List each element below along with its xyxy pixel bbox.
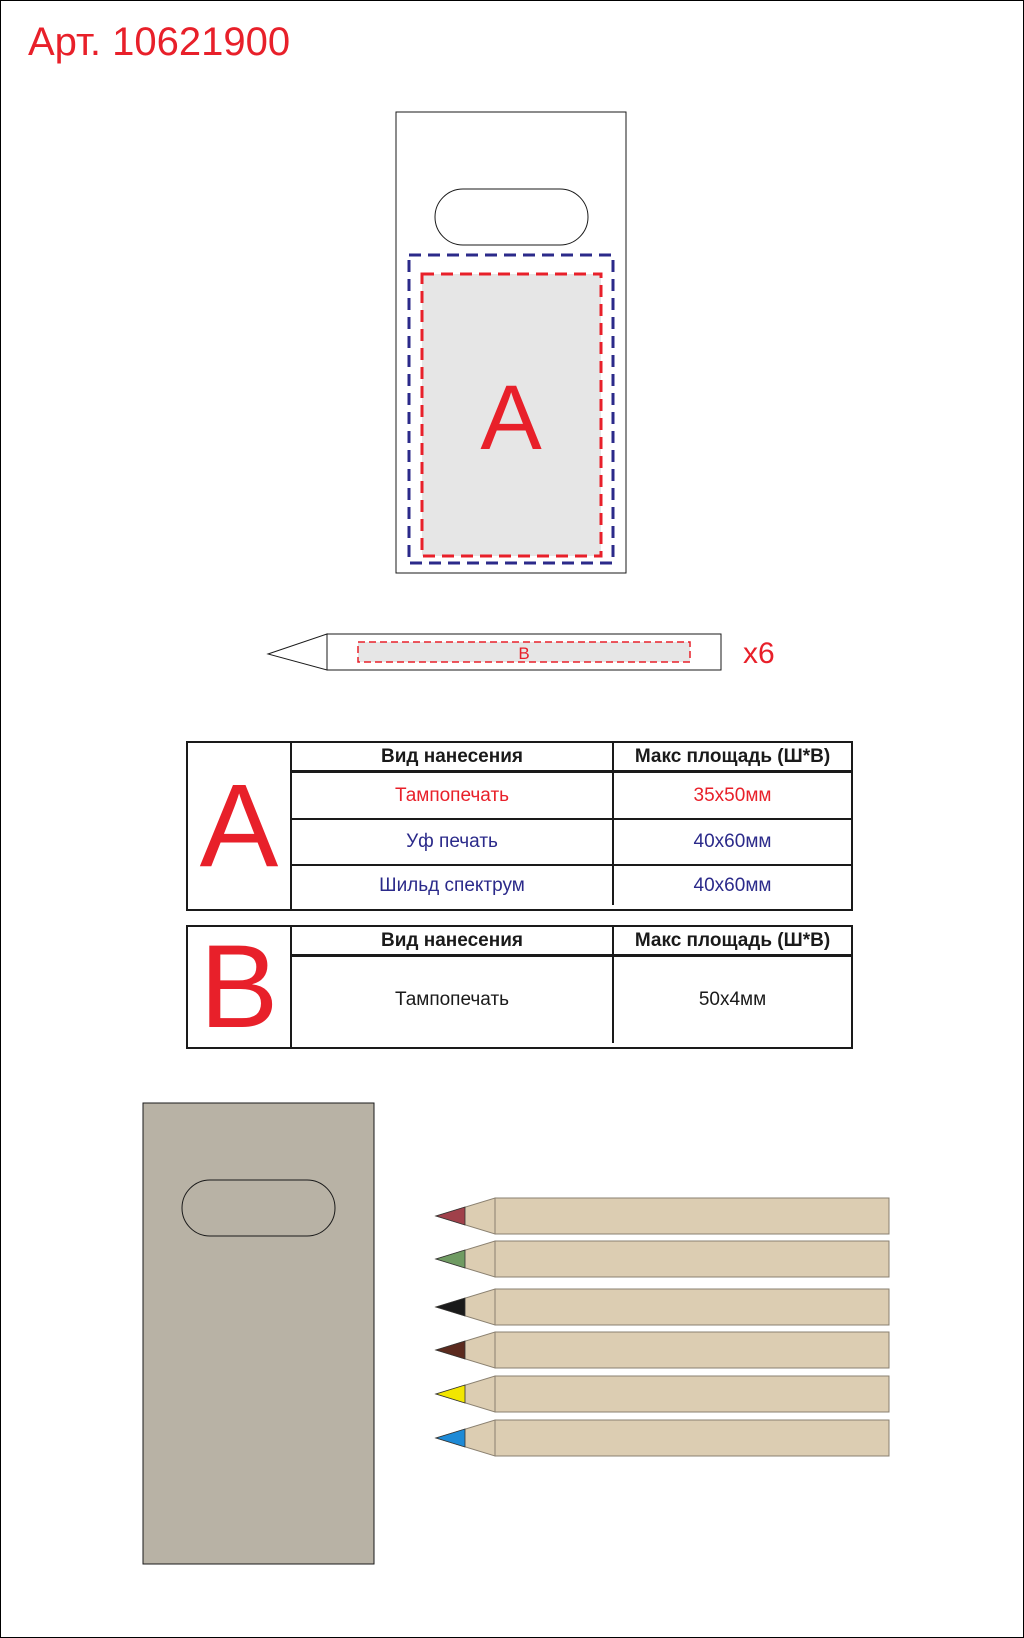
table-row bbox=[292, 773, 851, 818]
table-a-row1-size: 35x50мм bbox=[693, 784, 772, 806]
table-a-row2-size: 40x60мм bbox=[693, 831, 772, 852]
table-b-header-method: Вид нанесения bbox=[292, 927, 614, 955]
table-a-row2-method: Уф печать bbox=[292, 820, 614, 864]
pencil-4 bbox=[436, 1332, 889, 1368]
pencil-2 bbox=[436, 1241, 889, 1277]
bag-handle-hole bbox=[435, 189, 588, 245]
table-a-header bbox=[292, 743, 851, 771]
bag-outline bbox=[396, 112, 626, 573]
quantity-label: x6 bbox=[743, 637, 775, 670]
pencil-outline bbox=[268, 634, 775, 670]
zone-b-label: B bbox=[518, 644, 530, 663]
table-a bbox=[186, 741, 853, 911]
article-title: Арт. 10621900 bbox=[28, 20, 291, 64]
table-row bbox=[292, 866, 851, 905]
table-b-header-size: Макс площадь (Ш*В) bbox=[634, 930, 831, 951]
product-box bbox=[143, 1103, 374, 1564]
pencil-5 bbox=[436, 1376, 889, 1412]
pencil-3 bbox=[436, 1289, 889, 1325]
table-row bbox=[292, 957, 851, 1043]
table-a-row3-size: 40x60мм bbox=[693, 874, 772, 896]
table-a-row1-method: Тампопечать bbox=[292, 773, 614, 818]
pencil-tip-4 bbox=[436, 1341, 465, 1359]
table-a-row3-method: Шильд спектрум bbox=[292, 866, 614, 905]
table-row bbox=[292, 820, 851, 864]
pencil-set bbox=[436, 1198, 889, 1456]
pencil-6 bbox=[436, 1420, 889, 1456]
table-b-header bbox=[292, 927, 851, 955]
pencil-tip-1 bbox=[436, 1207, 465, 1225]
table-a-header-method: Вид нанесения bbox=[292, 743, 614, 771]
table-b-row1-size: 50x4мм bbox=[698, 989, 767, 1010]
pencil-tip-3 bbox=[436, 1298, 465, 1316]
box-handle-hole bbox=[182, 1180, 335, 1236]
pencil-tip-6 bbox=[436, 1429, 465, 1447]
table-b-letter: B bbox=[188, 927, 292, 1047]
table-a-header-size: Макс площадь (Ш*В) bbox=[634, 746, 831, 767]
table-a-letter: A bbox=[188, 743, 292, 909]
zone-a-label: A bbox=[480, 367, 542, 469]
table-b-row1-method: Тампопечать bbox=[292, 957, 614, 1043]
pencil-tip-2 bbox=[436, 1250, 465, 1268]
table-b bbox=[186, 921, 853, 1053]
pencil-1 bbox=[436, 1198, 889, 1234]
pencil-tip-5 bbox=[436, 1385, 465, 1403]
